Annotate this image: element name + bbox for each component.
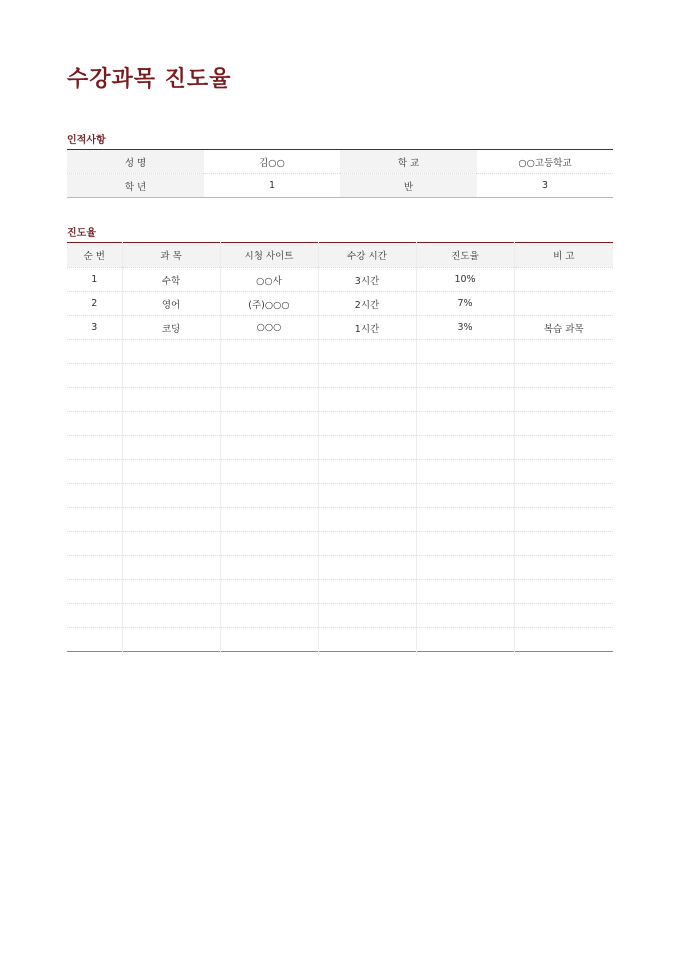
progress-cell (220, 580, 318, 604)
progress-cell (67, 532, 122, 556)
progress-cell (318, 484, 416, 508)
progress-cell: 3시간 (318, 268, 416, 292)
progress-cell (220, 484, 318, 508)
progress-cell (514, 412, 613, 436)
progress-cell (514, 580, 613, 604)
progress-header-cell: 순 번 (67, 243, 122, 268)
progress-cell (67, 628, 122, 652)
progress-cell (514, 292, 613, 316)
table-row (67, 268, 613, 292)
progress-cell (514, 628, 613, 652)
progress-cell (416, 556, 514, 580)
progress-cell (318, 508, 416, 532)
progress-cell (220, 412, 318, 436)
info-label-cell: 반 (340, 174, 477, 198)
progress-cell (416, 604, 514, 628)
progress-cell (416, 532, 514, 556)
progress-cell (122, 364, 220, 388)
progress-cell (514, 388, 613, 412)
progress-cell (122, 388, 220, 412)
personal-info-row (67, 150, 613, 174)
progress-cell (318, 364, 416, 388)
progress-table (67, 242, 613, 652)
progress-cell: 10% (416, 268, 514, 292)
table-row (67, 292, 613, 316)
progress-cell (318, 532, 416, 556)
progress-cell (122, 340, 220, 364)
progress-cell: 코딩 (122, 316, 220, 340)
progress-cell (67, 364, 122, 388)
progress-cell (220, 532, 318, 556)
progress-cell (122, 460, 220, 484)
progress-cell (220, 604, 318, 628)
table-row (67, 316, 613, 340)
personal-info-section-title: 인적사항 (67, 135, 106, 146)
progress-cell (318, 340, 416, 364)
info-value-cell: 김○○ (204, 150, 340, 174)
progress-cell: 2시간 (318, 292, 416, 316)
page-title: 수강과목 진도율 (67, 67, 232, 92)
progress-cell (514, 532, 613, 556)
progress-cell (220, 508, 318, 532)
progress-cell (514, 436, 613, 460)
table-row (67, 508, 613, 532)
progress-cell (514, 484, 613, 508)
progress-header-cell: 시청 사이트 (220, 243, 318, 268)
progress-cell (122, 436, 220, 460)
progress-cell: 영어 (122, 292, 220, 316)
progress-cell (220, 460, 318, 484)
progress-header-cell: 비 고 (514, 243, 613, 268)
info-label-cell: 성 명 (67, 150, 204, 174)
progress-header-cell: 수강 시간 (318, 243, 416, 268)
progress-cell (220, 364, 318, 388)
table-row (67, 460, 613, 484)
progress-cell (318, 604, 416, 628)
progress-cell (514, 604, 613, 628)
progress-cell (122, 580, 220, 604)
progress-cell (220, 556, 318, 580)
progress-cell (67, 388, 122, 412)
progress-cell: ○○○ (220, 316, 318, 340)
progress-cell (122, 484, 220, 508)
progress-cell (416, 436, 514, 460)
progress-cell (416, 412, 514, 436)
progress-cell (416, 460, 514, 484)
progress-cell (318, 388, 416, 412)
table-row (67, 436, 613, 460)
progress-cell: 1 (67, 268, 122, 292)
table-row (67, 412, 613, 436)
info-value-cell: ○○고등학교 (477, 150, 613, 174)
progress-cell (318, 628, 416, 652)
progress-cell (67, 412, 122, 436)
table-row (67, 484, 613, 508)
progress-cell (416, 508, 514, 532)
info-label-cell: 학 년 (67, 174, 204, 198)
progress-cell (67, 556, 122, 580)
progress-cell: 3 (67, 316, 122, 340)
table-row (67, 388, 613, 412)
progress-cell (67, 580, 122, 604)
progress-cell (122, 628, 220, 652)
progress-cell: 수학 (122, 268, 220, 292)
progress-cell (416, 388, 514, 412)
table-row (67, 556, 613, 580)
progress-cell (318, 460, 416, 484)
progress-cell: 1시간 (318, 316, 416, 340)
progress-cell: (주)○○○ (220, 292, 318, 316)
progress-cell (318, 412, 416, 436)
progress-cell (220, 388, 318, 412)
progress-cell (318, 436, 416, 460)
progress-cell (122, 412, 220, 436)
progress-cell (67, 508, 122, 532)
table-row (67, 532, 613, 556)
progress-cell: 3% (416, 316, 514, 340)
progress-cell (67, 460, 122, 484)
table-row (67, 364, 613, 388)
progress-cell (318, 580, 416, 604)
progress-header-cell: 과 목 (122, 243, 220, 268)
progress-cell: 복습 과목 (514, 316, 613, 340)
progress-cell (514, 508, 613, 532)
progress-cell (514, 364, 613, 388)
table-row (67, 340, 613, 364)
progress-cell (514, 268, 613, 292)
progress-cell (67, 604, 122, 628)
progress-cell (416, 580, 514, 604)
progress-table-header-row (67, 243, 613, 268)
progress-cell (122, 508, 220, 532)
progress-cell (122, 556, 220, 580)
progress-cell (514, 556, 613, 580)
table-row (67, 580, 613, 604)
personal-info-table (67, 149, 613, 198)
info-value-cell: 3 (477, 174, 613, 198)
progress-cell (416, 340, 514, 364)
table-row (67, 604, 613, 628)
progress-cell (67, 484, 122, 508)
progress-cell: 7% (416, 292, 514, 316)
info-label-cell: 학 교 (340, 150, 477, 174)
progress-cell: 2 (67, 292, 122, 316)
progress-cell (318, 556, 416, 580)
table-row (67, 628, 613, 652)
progress-cell (514, 340, 613, 364)
progress-cell (416, 364, 514, 388)
personal-info-row (67, 174, 613, 198)
progress-cell: ○○사 (220, 268, 318, 292)
info-value-cell: 1 (204, 174, 340, 198)
progress-cell (514, 460, 613, 484)
progress-cell (416, 484, 514, 508)
progress-cell (220, 628, 318, 652)
progress-cell (122, 532, 220, 556)
progress-cell (67, 436, 122, 460)
progress-cell (220, 340, 318, 364)
progress-cell (220, 436, 318, 460)
progress-cell (416, 628, 514, 652)
progress-header-cell: 진도율 (416, 243, 514, 268)
progress-cell (122, 604, 220, 628)
progress-section-title: 진도율 (67, 228, 96, 239)
progress-cell (67, 340, 122, 364)
